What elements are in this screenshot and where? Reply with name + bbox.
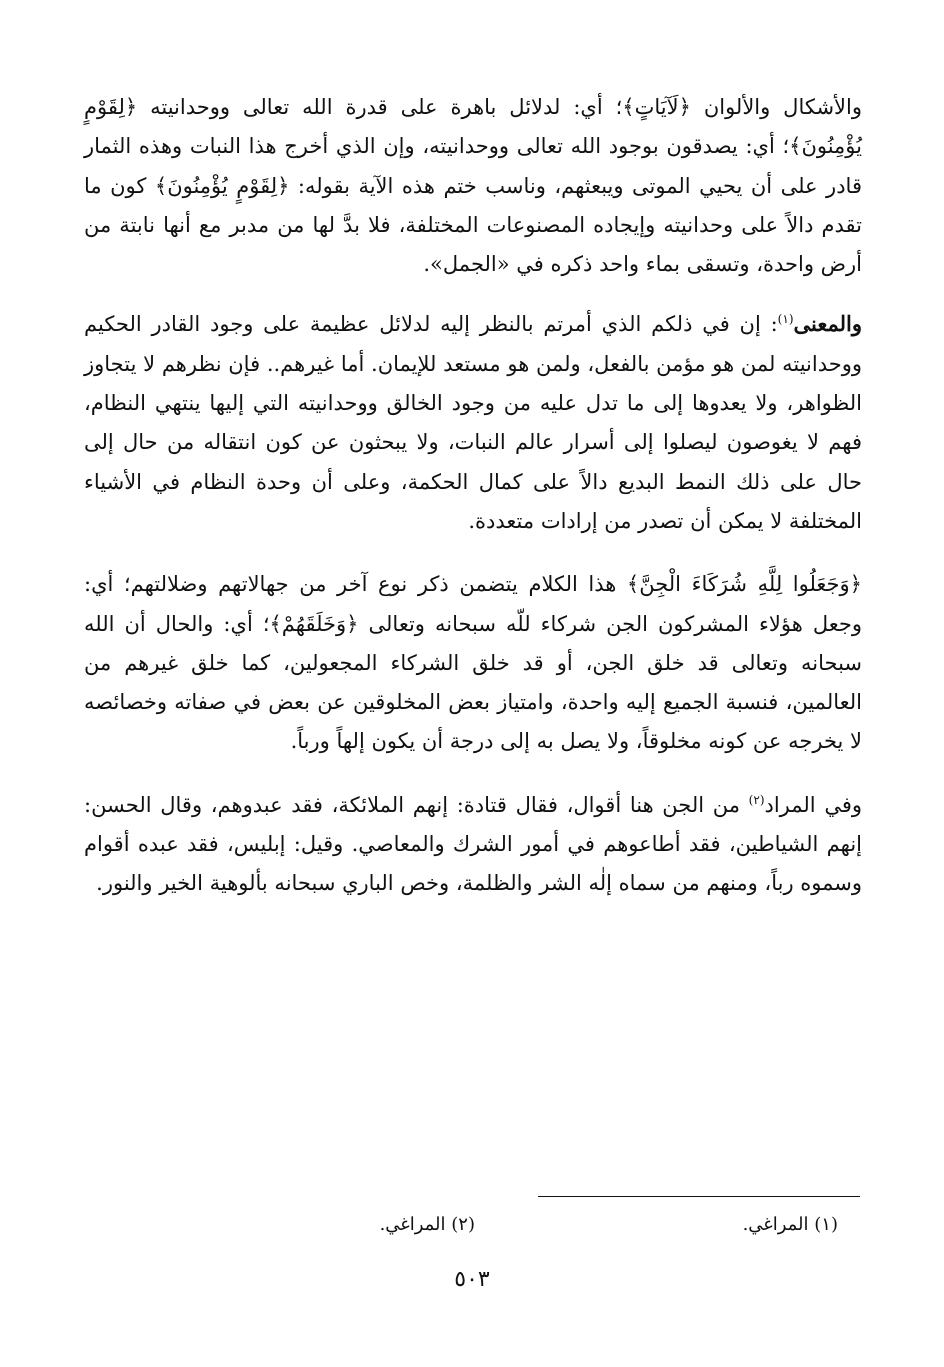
paragraph-2-lead: والمعنى xyxy=(793,311,862,337)
page-body xyxy=(84,88,862,924)
paragraph-4-lead: وفي المراد xyxy=(764,792,863,817)
paragraph-2-text: : إن في ذلكم الذي أمرتم بالنظر إليه لدلائل عظيمة على وجود القادر الحكيم ووحدانيته لمن هو مؤمن بالفعل، ولمن هو مستعد للإيمان. أما غيرهم.. فإن نظرهم لا يتجاوز الظواهر، ولا يعدوها إلى ما تدل عليه من وجود الخالق ووحدانيته التي إليها ينتهي النظام، فهم لا يغوصون ليصلوا إلى أسرار عالم النبات، ولا يبحثون عن كون انتقاله من حال إلى حال على ذلك النمط البديع دالاً على كمال الحكمة، وعلى أن وحدة النظام في الأشياء المختلفة لا يمكن أن تصدر من إرادات متعددة. xyxy=(84,312,862,533)
paragraph-4-text: من الجن هنا أقوال، فقال قتادة: إنهم الملائكة، فقد عبدوهم، وقال الحسن: إنهم الشياطين، فقد أطاعوهم في أمور الشرك والمعاصي. وقيل: إبليس، فقد عبده أقوام وسموه رباً، ومنهم من سماه إلٰه الشر والظلمة، وخص الباري سبحانه بألوهية الخير والنور. xyxy=(84,792,862,896)
footnote-2: (٢) المراغي. xyxy=(379,1214,475,1235)
footnote-1: (١) المراغي. xyxy=(742,1214,838,1235)
footnote-divider xyxy=(538,1196,860,1197)
footnote-marker-1: (١) xyxy=(777,312,794,327)
paragraph-3 xyxy=(84,565,862,761)
paragraph-1 xyxy=(84,88,862,284)
paragraph-4 xyxy=(84,786,862,904)
paragraph-1-text: والأشكال والألوان ﴿لَآيَاتٍ﴾؛ أي: لدلائل باهرة على قدرة الله تعالى ووحدانيته ﴿لِقَوْمٍ يُؤْمِنُونَ﴾؛ أي: يصدقون بوجود الله تعالى ووحدانيته، وإن الذي أخرج هذا النبات وهذه الثمار قادر على أن يحيي الموتى ويبعثهم، وناسب ختم هذه الآية بقوله: ﴿لِقَوْمٍ يُؤْمِنُونَ﴾ كون ما تقدم دالاً على وحدانيته وإيجاده المصنوعات المختلفة، فلا بدَّ لها من مدبر مع أنها نابتة من أرض واحدة، وتسقى بماء واحد ذكره في «الجمل». xyxy=(84,95,862,277)
page-number: ٥٠٣ xyxy=(454,1267,490,1292)
paragraph-3-text: ﴿وَجَعَلُوا لِلَّهِ شُرَكَاءَ الْجِنَّ﴾ هذا الكلام يتضمن ذكر نوع آخر من جهالاتهم وضلالتهم؛ أي: وجعل هؤلاء المشركون الجن شركاء للّه سبحانه وتعالى ﴿وَخَلَقَهُمْ﴾؛ أي: والحال أن الله سبحانه وتعالى قد خلق الجن، أو قد خلق الشركاء المجعولين، كما خلق غيرهم من العالمين، فنسبة الجميع إليه واحدة، وامتياز بعض المخلوقين عن بعض في صفاته وخصائصه لا يخرجه عن كونه مخلوقاً، ولا يصل به إلى درجة أن يكون إلهاً ورباً. xyxy=(84,572,862,754)
paragraph-2 xyxy=(84,304,862,541)
footnote-marker-2: (٢) xyxy=(748,792,765,807)
